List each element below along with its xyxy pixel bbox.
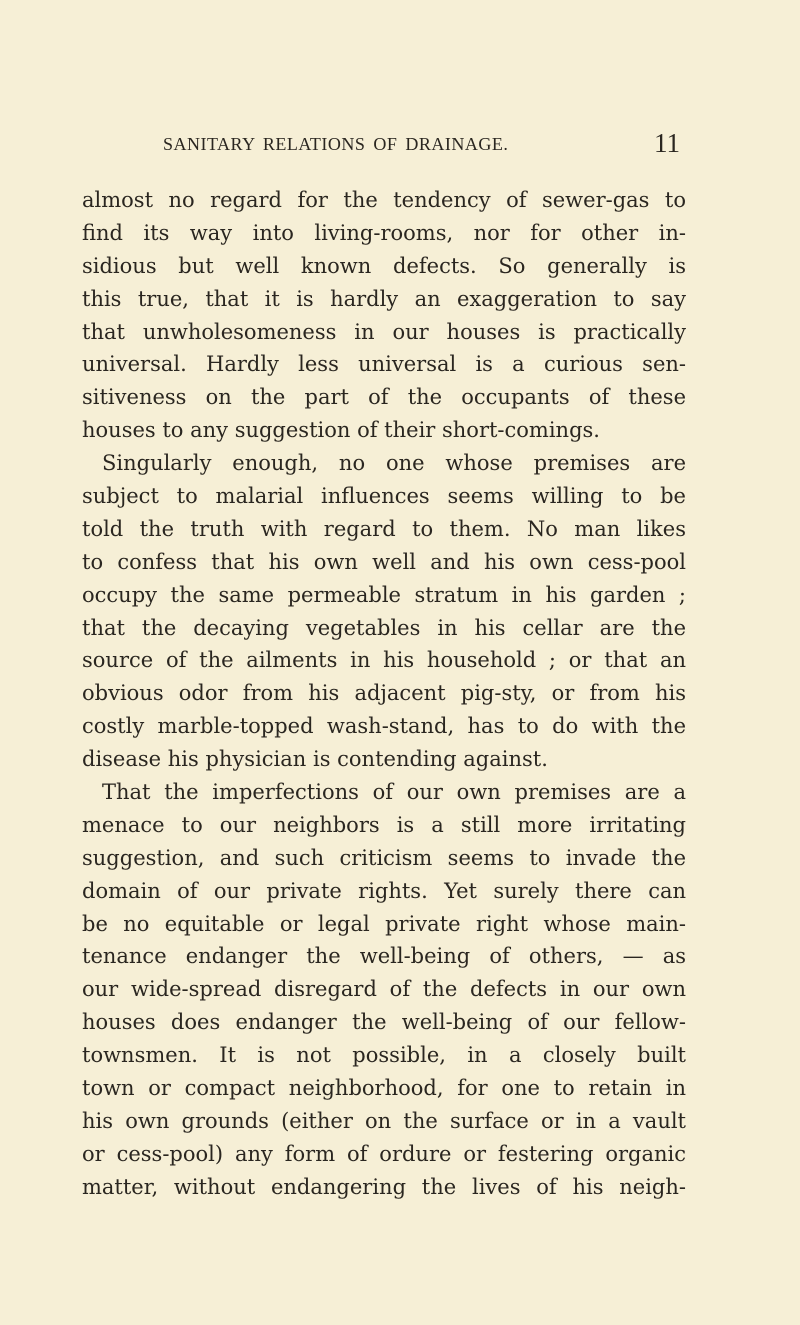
text-line: sitiveness on the part of the occupants of these [82,385,686,410]
text-line: almost no regard for the tendency of sewer-gas to [82,188,686,212]
text-line: That the imperfections of our own premises are a [102,780,686,805]
text-line: to confess that his own well and his own cess-pool [82,549,686,574]
text-line: source of the ailments in his household ; or that an [82,648,686,673]
text-line: our wide-spread disregard of the defects in our own [82,977,686,1002]
text-line: his own grounds (either on the surface or in a vault [82,1108,686,1133]
text-line: domain of our private rights. Yet surely there can [82,878,686,903]
text-line: obvious odor from his adjacent pig-sty, or from his [82,681,686,706]
text-line: suggestion, and such criticism seems to invade the [82,845,686,870]
text-line: this true, that it is hardly an exaggeration to say [82,286,686,311]
text-line: find its way into living-rooms, nor for other in- [82,220,686,245]
text-line: sidious but well known defects. So generally is [82,253,686,278]
text-line: that unwholesomeness in our houses is practically [82,319,686,344]
text-line: Singularly enough, no one whose premises are [102,451,686,476]
text-line: matter, without endangering the lives of his neigh- [82,1174,686,1199]
text-line: menace to our neighbors is a still more irritating [82,812,686,837]
text-line: houses does endanger the well-being of our fellow- [82,1010,686,1035]
text-line: townsmen. It is not possible, in a closely built [82,1043,686,1068]
running-title: SANITARY RELATIONS OF DRAINAGE. [163,134,509,154]
text-line: subject to malarial influences seems willing to be [82,484,686,509]
text-line: told the truth with regard to them. No man likes [82,516,686,541]
body-text [82,184,686,1204]
text-line: houses to any suggestion of their short-comings. [82,418,600,443]
text-line: costly marble-topped wash-stand, has to do with the [82,714,686,739]
text-line: town or compact neighborhood, for one to retain in [82,1076,686,1101]
text-line: be no equitable or legal private right whose main- [82,911,686,936]
text-line: universal. Hardly less universal is a curious sen- [82,352,686,377]
page-number: 11 [654,128,680,158]
text-line: disease his physician is contending against. [82,747,548,772]
text-line: or cess-pool) any form of ordure or festering organic [82,1141,686,1166]
text-line: occupy the same permeable stratum in his garden ; [82,582,686,607]
text-line: that the decaying vegetables in his cellar are the [82,615,686,640]
running-head [163,128,684,162]
text-line: tenance endanger the well-being of others, — as [82,944,686,969]
